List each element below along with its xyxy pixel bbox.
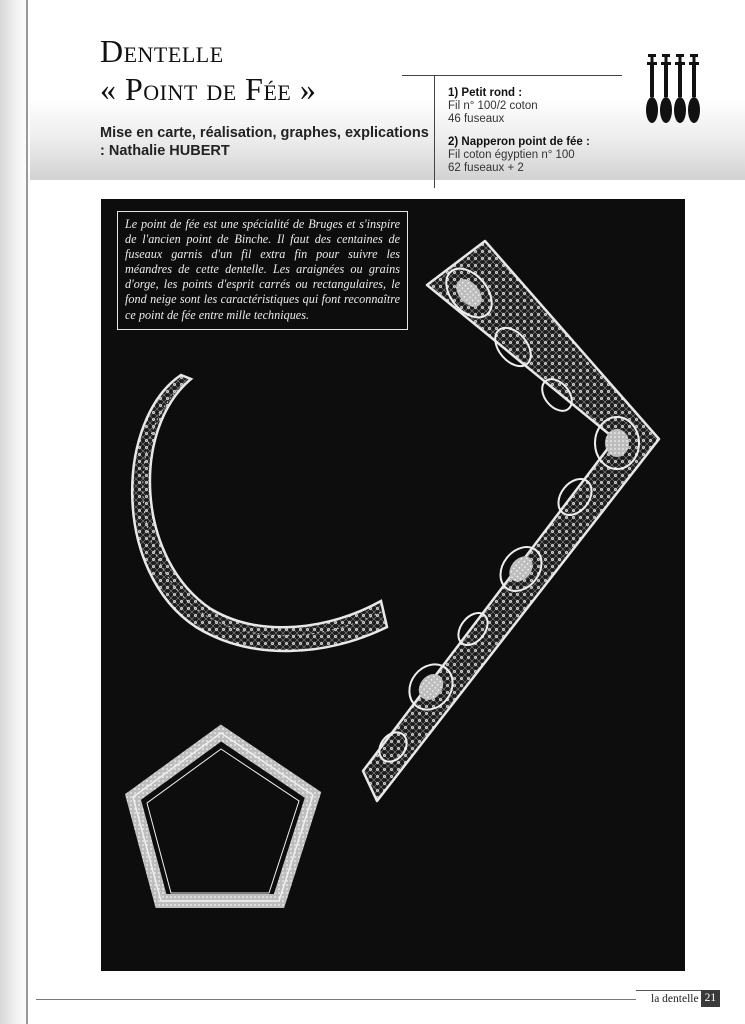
article-title-line-2: « Point de Fée » (100, 71, 317, 107)
spec-heading: 2) Napperon point de fée : (448, 136, 590, 148)
photo-caption: Le point de fée est une spécialité de Bruges et s'inspire de l'ancien point de Binche. Il faut des centaines de fuseaux garnis d'un fil extra fin pour suivre les méandres de cette dentelle. Les araignées ou grains d'orge, les points d'esprit carrés ou rectangulaires, le fond neige sont les caractéristiques qui font reconnaître ce point de fée entre mille techniques. (117, 211, 408, 330)
page-number: 21 (701, 990, 721, 1007)
lace-pentagon (133, 733, 313, 901)
lace-photo (101, 199, 685, 971)
spec-line: 62 fuseaux + 2 (448, 162, 524, 174)
spec-line: Fil n° 100/2 coton (448, 100, 538, 112)
material-specs (448, 87, 628, 175)
magazine-name: la dentelle (636, 990, 701, 1007)
article-title (100, 32, 316, 108)
header-divider-horizontal (402, 75, 622, 76)
spec-heading: 1) Petit rond : (448, 87, 523, 99)
footer-rule (36, 999, 636, 1000)
article-title-line-1: Dentelle (100, 33, 224, 69)
header-divider-vertical (434, 76, 435, 188)
spec-line: Fil coton égyptien n° 100 (448, 149, 575, 161)
lace-collar (132, 375, 387, 651)
spec-line: 46 fuseaux (448, 113, 505, 125)
article-credits: Mise en carte, réalisation, graphes, explications : Nathalie HUBERT (100, 125, 429, 159)
spec-petit-rond (448, 87, 628, 126)
page-gutter-shadow (0, 0, 30, 1024)
page-footer (636, 990, 720, 1007)
lace-bobbins-icon (644, 54, 704, 126)
spec-napperon (448, 136, 628, 175)
